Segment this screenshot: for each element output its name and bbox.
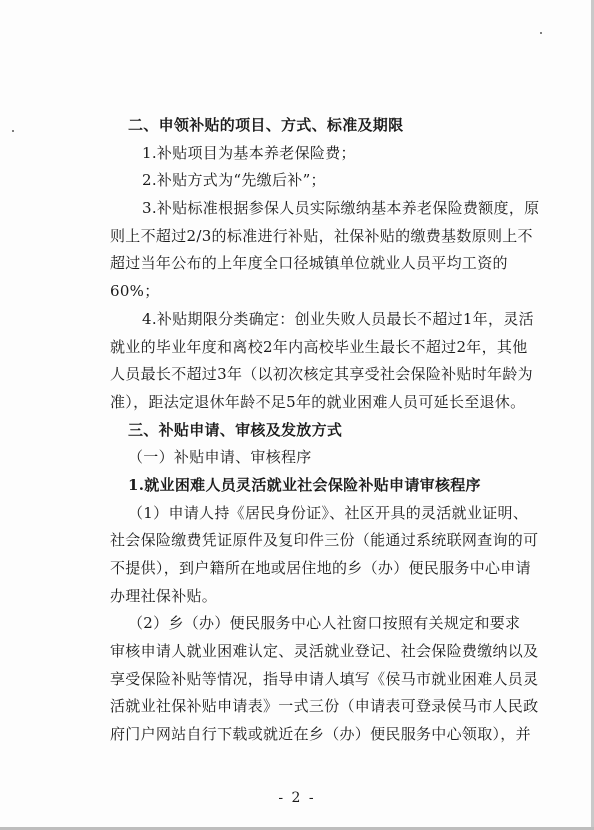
paragraph-line: 享受保险补贴等情况，指导申请人填写《侯马市就业困难人员灵 bbox=[110, 669, 539, 688]
paragraph-line: 1.补贴项目为基本养老保险费； bbox=[142, 143, 356, 162]
paragraph-line: 4.补贴期限分类确定：创业失败人员最长不超过1年，灵活 bbox=[142, 309, 534, 328]
paragraph-line: 办理社保补贴。 bbox=[110, 586, 218, 605]
paragraph-line: 社会保险缴费凭证原件及复印件三份（能通过系统联网查询的可 bbox=[110, 531, 539, 550]
scan-speck bbox=[540, 32, 542, 34]
paragraph-line: 审核申请人就业困难认定、灵活就业登记、社会保险费缴纳以及 bbox=[110, 642, 539, 661]
subsection-title: 1.就业困难人员灵活就业社会保险补贴申请审核程序 bbox=[128, 475, 481, 494]
paragraph-line: （2）乡（办）便民服务中心人社窗口按照有关规定和要求 bbox=[128, 614, 521, 633]
paragraph-line: 人员最长不超过3年（以初次核定其享受社会保险补贴时年龄为 bbox=[110, 365, 533, 384]
paragraph-line: 则上不超过2/3的标准进行补贴，社保补贴的缴费基数原则上不 bbox=[110, 226, 533, 245]
document-body bbox=[110, 112, 540, 749]
paragraph-line: 不提供），到户籍所在地或居住地的乡（办）便民服务中心申请 bbox=[110, 559, 531, 577]
paragraph-line: 3.补贴标准根据参保人员实际缴纳基本养老保险费额度，原 bbox=[142, 199, 540, 218]
paragraph-line: 60%； bbox=[110, 282, 160, 301]
subsection-heading: （一）补贴申请、审核程序 bbox=[128, 448, 312, 467]
section-heading-2: 二、申领补贴的项目、方式、标准及期限 bbox=[128, 116, 404, 134]
page-number: - 2 - bbox=[278, 790, 316, 806]
paragraph-line: 活就业社保补贴申请表》一式三份（申请表可登录侯马市人民政 bbox=[110, 697, 539, 716]
paragraph-line: 准），距法定退休年龄不足5年的就业困难人员可延长至退休。 bbox=[110, 392, 526, 411]
scan-speck bbox=[12, 130, 14, 132]
paragraph-line: （1）申请人持《居民身份证》、社区开具的灵活就业证明、 bbox=[128, 503, 529, 522]
paragraph-line: 2.补贴方式为“先缴后补”； bbox=[142, 171, 326, 190]
section-heading-3: 三、补贴申请、审核及发放方式 bbox=[128, 420, 343, 439]
paragraph-line: 就业的毕业年度和离校2年内高校毕业生最长不超过2年，其他 bbox=[110, 337, 528, 356]
paragraph-line: 府门户网站自行下载或就近在乡（办）便民服务中心领取），并 bbox=[110, 725, 531, 744]
paragraph-line: 超过当年公布的上年度全口径城镇单位就业人员平均工资的 bbox=[110, 254, 508, 273]
